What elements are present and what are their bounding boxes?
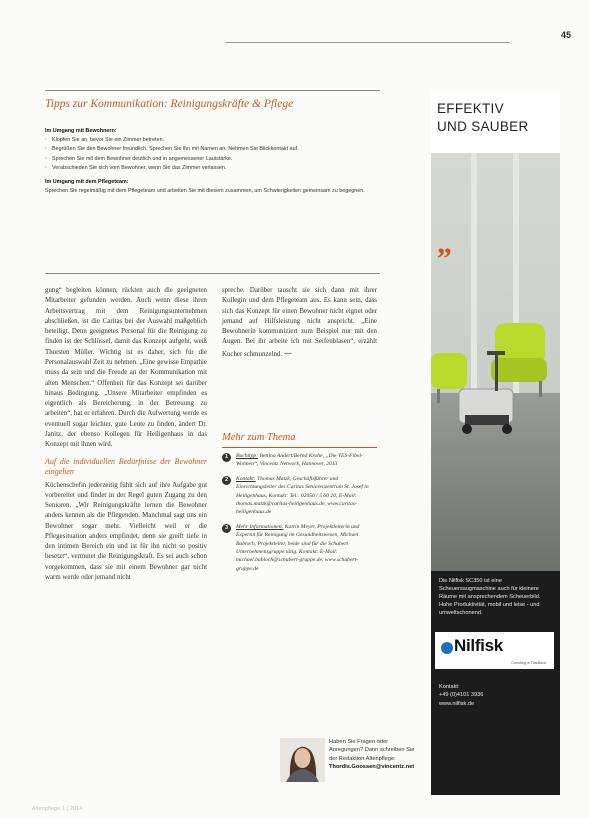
reference-item (222, 523, 377, 573)
ad-headline-line-2: UND SAUBER (437, 118, 529, 134)
box-title: Tipps zur Kommunikation: Reinigungskräfte & Pflege (45, 98, 294, 110)
reference-item (222, 452, 377, 469)
nilfisk-ad (431, 90, 560, 795)
ad-contact-label: Kontakt: (439, 683, 460, 690)
tip-item: · Sprechen Sie mit dem Bewohner deutlich und in angemessener Lautstärke. (45, 155, 380, 164)
reference-label: Kontakt: (236, 475, 256, 482)
top-rule (225, 42, 510, 43)
article-paragraph: spreche. Darüber tauscht sie sich dann mit ihrer Kollegin und dem Pflegeteam aus. Es kann sein, dass sich das Konzept für einen Bewohner nicht eignet oder jemand auf Hilfsleistung nicht anspricht. „Eine Bewohnerin kommuniziert zum Beispiel nur mit den Augen. Bei ihr arbeite ich mit Seifenblasen“, erzählt Kucher schmunzelnd. (222, 287, 377, 358)
article-paragraph: Küchenschefin jederzeitig fühlt sich auf ihre Aufgabe gut vorbereitet und findet in der Regel guten Zugang zu den Senioren. „Wir Reinigungskräfte lernen die Bewohner anders kennen als die Pflegenden. Manchmal sagt uns ein Bewohner sogar mehr. Vielleicht weil er die Pflegesituation anders empfindet, denn sie greift tiefe in den intimen Bereich ein und ist für ihn nicht so positiv besetzt“, vermutet die Reinigungskraft. Es sei auch schon vorgekommen, dass sie mit einem Bewohner gar nicht warm werde oder jemand nicht (45, 481, 207, 582)
contact-text (329, 738, 419, 771)
article-column-1 (45, 286, 207, 583)
editor-photo (280, 738, 325, 782)
tips-box (45, 127, 380, 196)
reference-number: 2 (222, 476, 231, 485)
ad-headline-line-1: EFFEKTIV (437, 101, 504, 116)
mehr-title: Mehr zum Thema (222, 432, 296, 443)
tip-item: · Begrüßen Sie den Bewohner freundlich. Sprechen Sie ihn mit Namen an. Nehmen Sie Blickkontakt auf. (45, 145, 380, 154)
reference-label: Buchtipp: (236, 453, 259, 459)
nilfisk-logo[interactable] (435, 632, 554, 669)
reference-text: Katrin Meyer, Projektleiterin und Expertin für Reinigung im Gesundheitswesen, Michael Babloch, Projektleiter, beide sind für die Schubert Unternehmensgruppe tätig. Kontakt: E-Mail: michael.babloch@schubert-gruppe.de, www.schubert-gruppe.de (236, 523, 360, 572)
contact-email[interactable]: Thordis.Goossen@vincentz.net (329, 763, 415, 770)
reference-text: Bettina Andert/Bernd Krohe, „Die YES-Fibel-Wohnen“, Vincentz Network, Hannover, 2013 (236, 453, 363, 468)
tip-item: · Verabschieden Sie sich vom Bewohner, wenn Sie das Zimmer verlassen. (45, 164, 380, 173)
reference-label: Mehr Informationen: (236, 523, 284, 530)
contact-prompt: Haben Sie Fragen oder Anregungen? Dann schreiben Sie der Redaktion Altenpflege: (329, 739, 415, 762)
box-bottom-rule (45, 273, 380, 274)
footer-text: Altenpflege 1 | 2014 (32, 806, 83, 812)
box-subheading-residents: Im Umgang mit Bewohnern: (45, 128, 117, 134)
logo-tagline: Creating a Tradition (511, 659, 546, 665)
article-column-2 (222, 286, 377, 360)
ad-contact (431, 669, 560, 709)
reference-number: 3 (222, 524, 231, 533)
ad-photo (431, 153, 560, 571)
tips-list (45, 136, 380, 173)
ad-phone: +49 (0)4101 3936 (439, 692, 484, 699)
end-mark-icon: ⁓ (283, 348, 292, 358)
box-top-rule (45, 90, 380, 91)
page-number: 45 (560, 30, 571, 40)
box-paragraph: Sprechen Sie regelmäßig mit dem Pflegeteam und arbeiten Sie mit diesem zusammen, um Schwierigkeiten gemeinsam zu begegnen. (45, 188, 365, 195)
ad-caption: Die Nilfisk SC350 ist eine Scheuersaugmaschine auch für kleinere Räume mit ansprechendem Scheuerbild. Hohe Produktivität, mobil und leise - und umweltschonend. (439, 578, 541, 617)
tip-item: · Klopfen Sie an, bevor Sie ein Zimmer betreten. (45, 136, 380, 145)
quote-mark-icon: „ (437, 227, 452, 260)
ad-headline (431, 90, 560, 153)
article-paragraph: gung“ begleiten können, rückten auch die geeigneten Mitarbeiter gefunden werden. Auch wenn diese ihren Arbeitsvertrag mit dem Reinigungsunternehmen abschließen, ist die Caritas bei der Auswahl maßgeblich beteiligt. Denn geeignetes Personal für die Reinigung zu finden ist der Schlüssel, damit das Konzept aufgeht, weiß Thorsten Müller. Wichtig ist es daher, sich für die Personalauswahl Zeit zu nehmen. „Eine gewisse Empathie muss da sein und die Freude an der Kommunikation mit alten Menschen.“ Offenheit für das Konzept sei darüber hinaus Bedingung. „Unsere Mitarbeiter empfinden es eigentlich als Bereicherung, in der Betreuung zu arbeiten“, hat er erfahren. Durch die Aufwertung werde es eventuell sogar leichter, gute Leute zu finden, ändert Dr. Janitz, der ebenso Kollegen für Heiligenhaus in das Konzept mit ihnen wird. (45, 287, 207, 449)
reference-item (222, 475, 377, 517)
section-subheading: Auf die individuellen Bedürfnisse der Bewohner eingehen (45, 456, 207, 476)
ad-website[interactable]: www.nilfisk.de (439, 700, 475, 707)
logo-wordmark: Nilfisk (454, 635, 503, 655)
mehr-rule (222, 447, 377, 448)
references (222, 452, 377, 579)
reference-text: Thomas Matzk, Geschäftsführer und Einrichtungsleiter des Caritas Seniorenzentrum St. Josef in Heiligenhaus, Kontakt: Tel.: 02056 / 5 60 20, E-Mail: thomas.matzk@caritas-heiligenhaus.de, www.caritas-heiligenhaus.de (236, 475, 369, 516)
box-subheading-team: Im Umgang mit dem Pflegeteam: (45, 178, 129, 185)
logo-circle-icon (441, 642, 453, 654)
reference-number: 1 (222, 453, 231, 462)
